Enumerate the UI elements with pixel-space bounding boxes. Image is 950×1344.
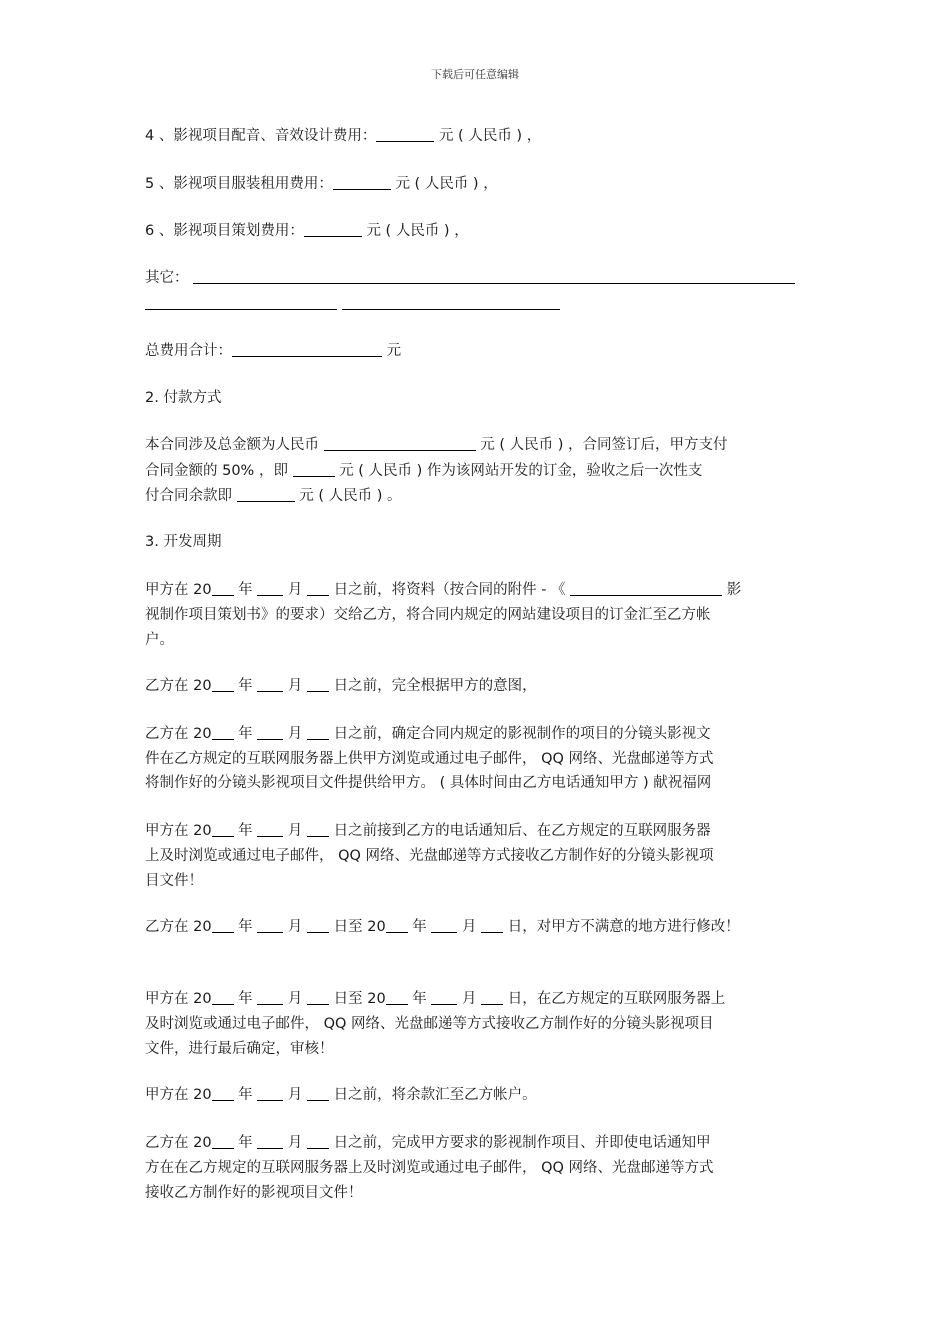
schedule-p8-line2: 方在在乙方规定的互联网服务器上及时浏览或通过电子邮件， QQ 网络、光盘邮递等方式 bbox=[145, 1160, 714, 1176]
schedule-p1-line2: 视制作项目策划书》的要求）交给乙方，将合同内规定的网站建设项目的订金汇至乙方帐 bbox=[145, 607, 711, 623]
schedule-p6-line2: 及时浏览或通过电子邮件， QQ 网络、光盘邮递等方式接收乙方制作好的分镜头影视项目 bbox=[145, 1016, 714, 1032]
fee-item-4: 4 、影视项目配音、音效设计费用： 元 ( 人民币 ) ， bbox=[145, 124, 810, 148]
fee-other: 其它： bbox=[145, 266, 810, 290]
schedule-p2: 乙方在 20 年 月 日之前，完全根据甲方的意图， bbox=[145, 674, 810, 698]
section-2-title: 2. 付款方式 bbox=[145, 390, 222, 406]
fee-item-6: 6 、影视项目策划费用： 元 ( 人民币 ) ， bbox=[145, 219, 810, 243]
schedule-p1-line3: 户。 bbox=[145, 632, 174, 648]
fee-item-5: 5 、影视项目服装租用费用： 元 ( 人民币 ) ， bbox=[145, 172, 810, 196]
fee-total: 总费用合计： 元 bbox=[145, 339, 810, 363]
schedule-p5: 乙方在 20 年 月 日至 20 年 月 日，对甲方不满意的地方进行修改！ bbox=[145, 915, 810, 939]
schedule-p4-line1: 甲方在 20 年 月 日之前接到乙方的电话通知后、在乙方规定的互联网服务器 bbox=[145, 819, 810, 843]
schedule-p6-line3: 文件，进行最后确定，审核！ bbox=[145, 1041, 334, 1057]
section-3-title: 3. 开发周期 bbox=[145, 534, 222, 550]
schedule-p3-line2: 件在乙方规定的互联网服务器上供甲方浏览或通过电子邮件， QQ 网络、光盘邮递等方式 bbox=[145, 751, 714, 767]
payment-line-1: 本合同涉及总金额为人民币 元 ( 人民币 ) ，合同签订后，甲方支付 bbox=[145, 433, 810, 457]
fee-other-cont bbox=[145, 292, 810, 316]
schedule-p7: 甲方在 20 年 月 日之前，将余款汇至乙方帐户。 bbox=[145, 1083, 810, 1107]
schedule-p6-line1: 甲方在 20 年 月 日至 20 年 月 日，在乙方规定的互联网服务器上 bbox=[145, 987, 810, 1011]
payment-line-2: 合同金额的 50% ，即 元 ( 人民币 ) 作为该网站开发的订金，验收之后一次性支 bbox=[145, 459, 810, 483]
schedule-p3-line1: 乙方在 20 年 月 日之前，确定合同内规定的影视制作的项目的分镜头影视文 bbox=[145, 722, 810, 746]
schedule-p8-line1: 乙方在 20 年 月 日之前，完成甲方要求的影视制作项目、并即使电话通知甲 bbox=[145, 1131, 810, 1155]
payment-line-3: 付合同余款即 元 ( 人民币 ) 。 bbox=[145, 484, 810, 508]
schedule-p8-line3: 接收乙方制作好的影视项目文件！ bbox=[145, 1185, 363, 1201]
schedule-p4-line2: 上及时浏览或通过电子邮件， QQ 网络、光盘邮递等方式接收乙方制作好的分镜头影视项 bbox=[145, 848, 714, 864]
page-header: 下载后可任意编辑 bbox=[431, 68, 519, 81]
schedule-p1-line1: 甲方在 20 年 月 日之前，将资料（按合同的附件 - 《 影 bbox=[145, 578, 810, 602]
schedule-p4-line3: 目文件！ bbox=[145, 873, 203, 889]
schedule-p3-line3: 将制作好的分镜头影视项目文件提供给甲方。 ( 具体时间由乙方电话通知甲方 ) 献祝福网 bbox=[145, 775, 712, 791]
